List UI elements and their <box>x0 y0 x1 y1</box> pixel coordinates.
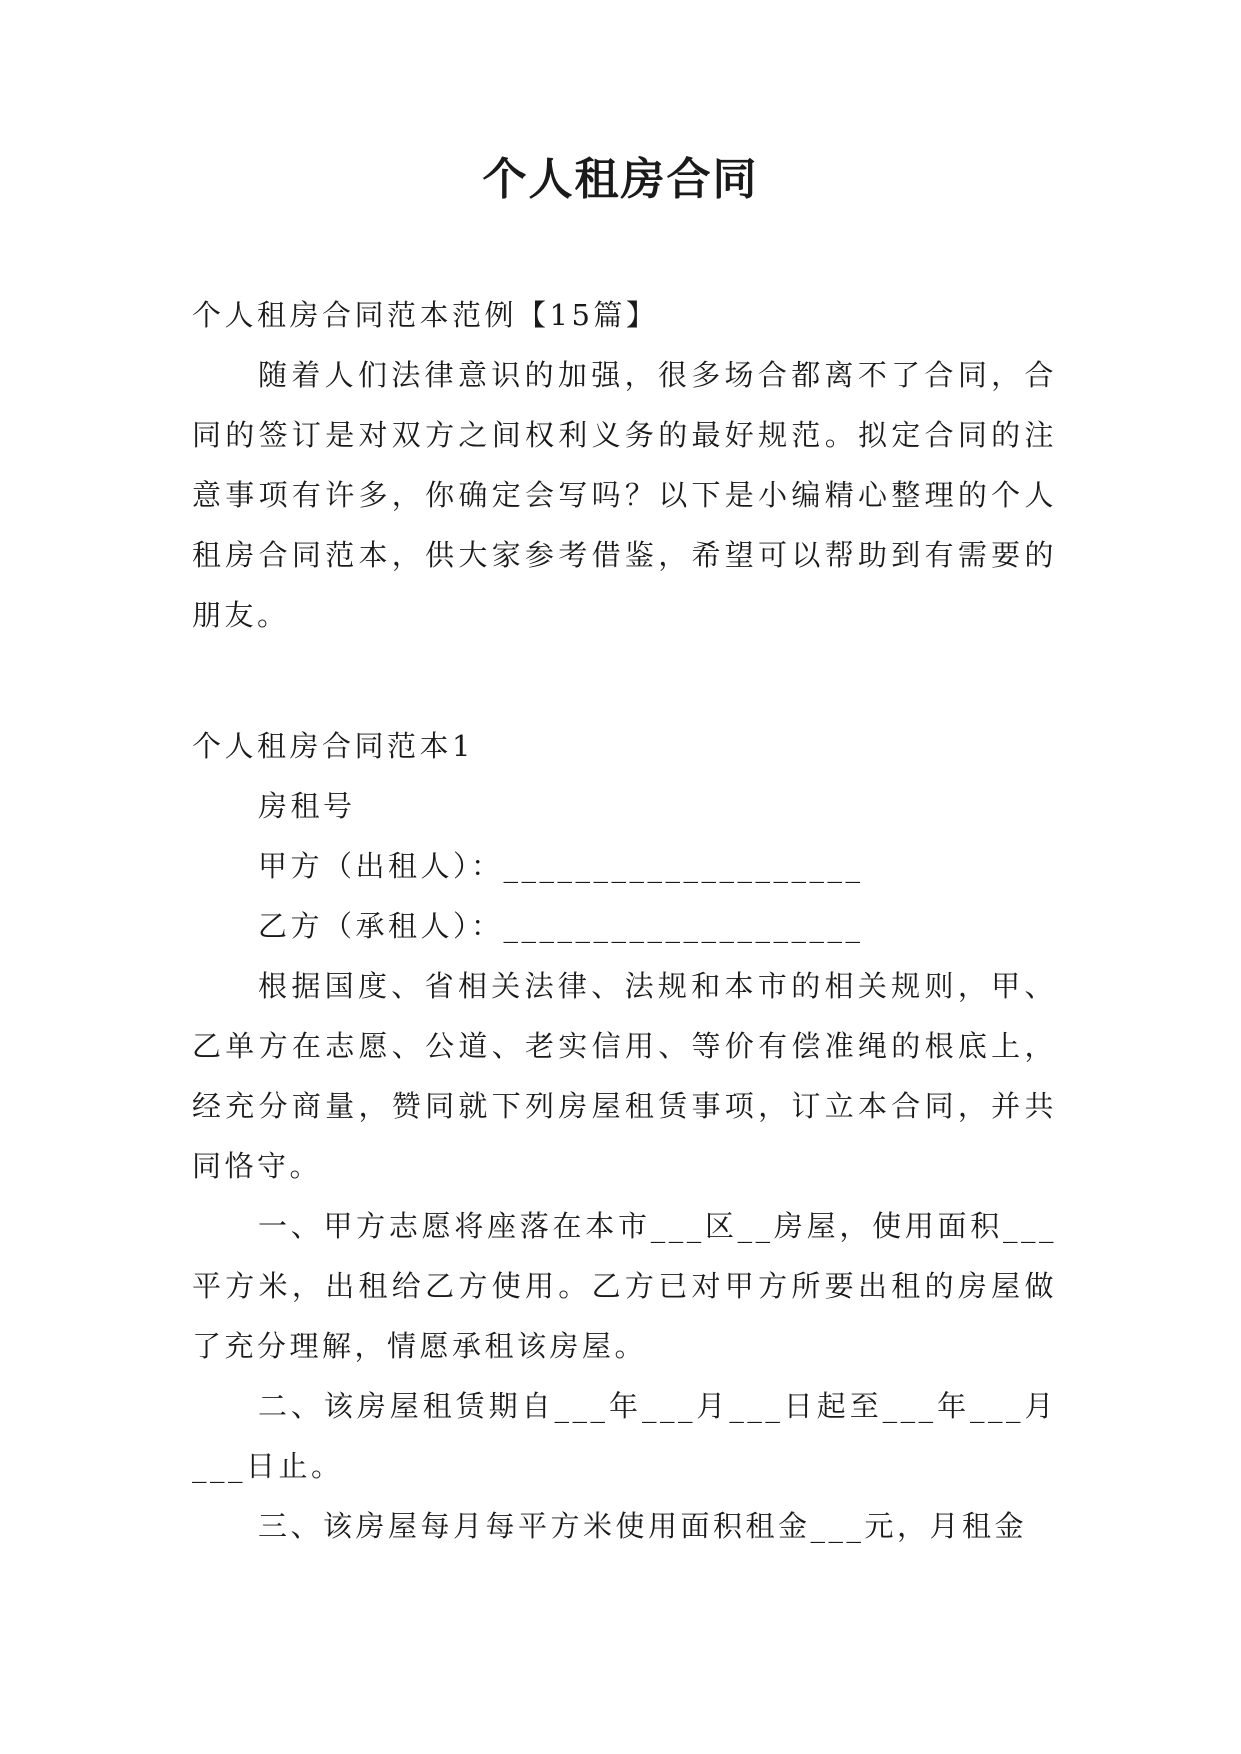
clause-1-paragraph: 一、甲方志愿将座落在本市___区__房屋，使用面积___平方米，出租给乙方使用。乙方已对甲方所要出租的房屋做了充分理解，情愿承租该房屋。 <box>192 1209 1057 1363</box>
preamble-paragraph: 根据国度、省相关法律、法规和本市的相关规则，甲、乙单方在志愿、公道、老实信用、等价有偿准绳的根底上，经充分商量，赞同就下列房屋租赁事项，订立本合同，并共同恪守。 <box>192 969 1057 1183</box>
sample-1-section <box>192 716 1057 1556</box>
intro-paragraph: 随着人们法律意识的加强，很多场合都离不了合同，合同的签订是对双方之间权利义务的最好规范。拟定合同的注意事项有许多，你确定会写吗？以下是小编精心整理的个人租房合同范本，供大家参考借鉴，希望可以帮助到有需要的朋友。 <box>192 358 1057 632</box>
house-number-line: 房租号 <box>258 789 356 823</box>
party-b-line: 乙方（承租人）：____________________ <box>258 909 864 943</box>
party-a-line: 甲方（出租人）：____________________ <box>258 849 864 883</box>
intro-section <box>192 285 1057 645</box>
clause-3-paragraph: 三、该房屋每月每平方米使用面积租金___元，月租金 <box>258 1509 1028 1543</box>
sample-1-heading: 个人租房合同范本1 <box>192 729 474 763</box>
document-subtitle: 个人租房合同范本范例【15篇】 <box>192 298 659 332</box>
document-title: 个人租房合同 <box>482 154 759 205</box>
clause-2-paragraph: 二、该房屋租赁期自___年___月___日起至___年___月___日止。 <box>192 1389 1057 1483</box>
